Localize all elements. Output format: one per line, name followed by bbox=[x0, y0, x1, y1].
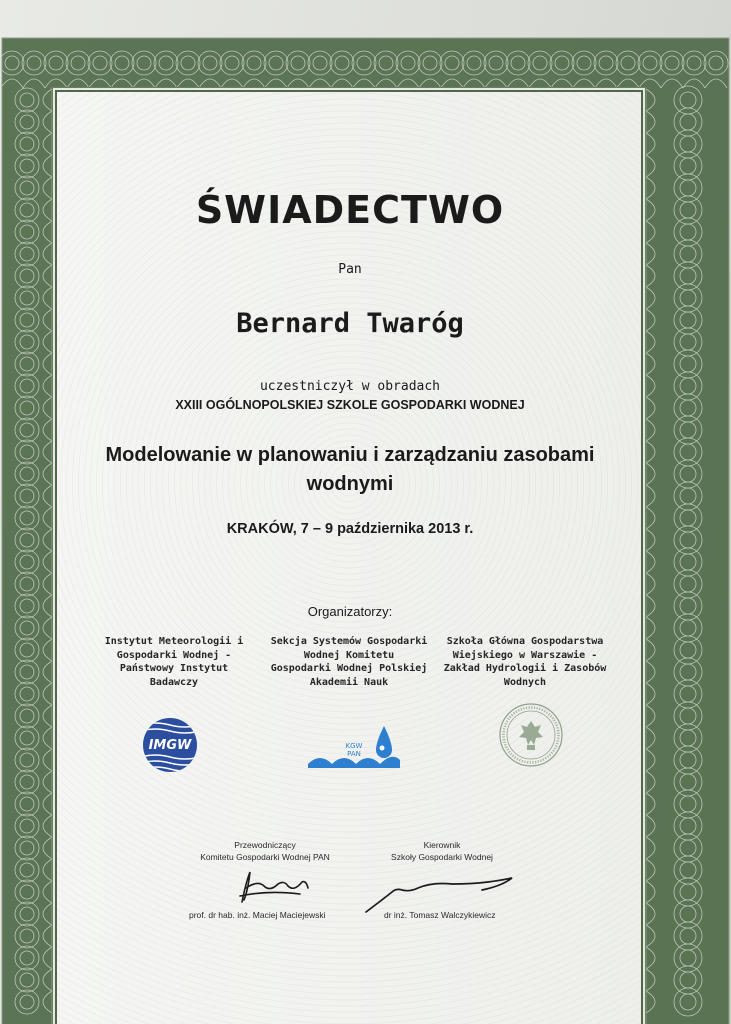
signature-role bbox=[180, 839, 350, 863]
signature-role-line: Przewodniczący bbox=[234, 840, 296, 850]
signature-role-line: Kierownik bbox=[423, 840, 461, 850]
organizer-line: Wodnych bbox=[503, 676, 547, 688]
organizer-line: Akademii Nauk bbox=[309, 676, 389, 688]
imgw-logo-text: IMGW bbox=[148, 738, 192, 753]
signatory-name: prof. dr hab. inż. Maciej Maciejewski bbox=[189, 910, 326, 920]
signature-role bbox=[372, 839, 512, 863]
organizer-line: Wiejskiego w Warszawie - bbox=[452, 649, 598, 661]
organizer-sggw bbox=[440, 635, 610, 689]
organizer-line: Szkoła Główna Gospodarstwa bbox=[446, 636, 604, 647]
sggw-seal-logo bbox=[497, 701, 565, 769]
signatory-name: dr inż. Tomasz Walczykiewicz bbox=[384, 910, 496, 920]
organizer-line: Wodnej Komitetu bbox=[303, 649, 395, 661]
organizer-imgw bbox=[94, 635, 254, 689]
handwritten-signature bbox=[228, 866, 318, 910]
organizer-line: Gospodarki Wodnej Polskiej bbox=[270, 663, 428, 674]
event-topic bbox=[60, 441, 640, 499]
event-topic-line: wodnymi bbox=[306, 473, 394, 495]
organizer-kgw-pan bbox=[264, 635, 434, 689]
organizer-line: Sekcja Systemów Gospodarki bbox=[270, 636, 428, 647]
organizer-line: Instytut Meteorologii i bbox=[104, 636, 244, 647]
event-name: XXIII OGÓLNOPOLSKIEJ SZKOLE GOSPODARKI WODNEJ bbox=[175, 398, 525, 412]
organizer-line: Zakład Hydrologii i Zasobów bbox=[443, 663, 607, 674]
event-topic-line: Modelowanie w planowaniu i zarządzaniu zasobami bbox=[105, 444, 595, 466]
participation-text: uczestniczył w obradach bbox=[259, 379, 440, 394]
signature-role-line: Szkoły Gospodarki Wodnej bbox=[391, 852, 493, 862]
recipient-name: Bernard Twaróg bbox=[236, 308, 464, 339]
organizer-line: Państwowy Instytut bbox=[119, 663, 229, 674]
signature-role-line: Komitetu Gospodarki Wodnej PAN bbox=[200, 852, 330, 862]
kgw-pan-logo bbox=[306, 720, 402, 772]
organizer-line: Gospodarki Wodnej - bbox=[116, 649, 232, 661]
certificate-title: ŚWIADECTWO bbox=[195, 188, 505, 232]
place-and-date: KRAKÓW, 7 – 9 października 2013 r. bbox=[226, 521, 474, 537]
imgw-logo bbox=[140, 715, 200, 775]
kgw-logo-line: PAN bbox=[347, 750, 361, 758]
organizers-heading: Organizatorzy: bbox=[307, 604, 393, 619]
kgw-logo-line: KGW bbox=[345, 742, 363, 750]
salutation: Pan bbox=[338, 262, 362, 277]
organizer-line: Badawczy bbox=[149, 676, 199, 688]
